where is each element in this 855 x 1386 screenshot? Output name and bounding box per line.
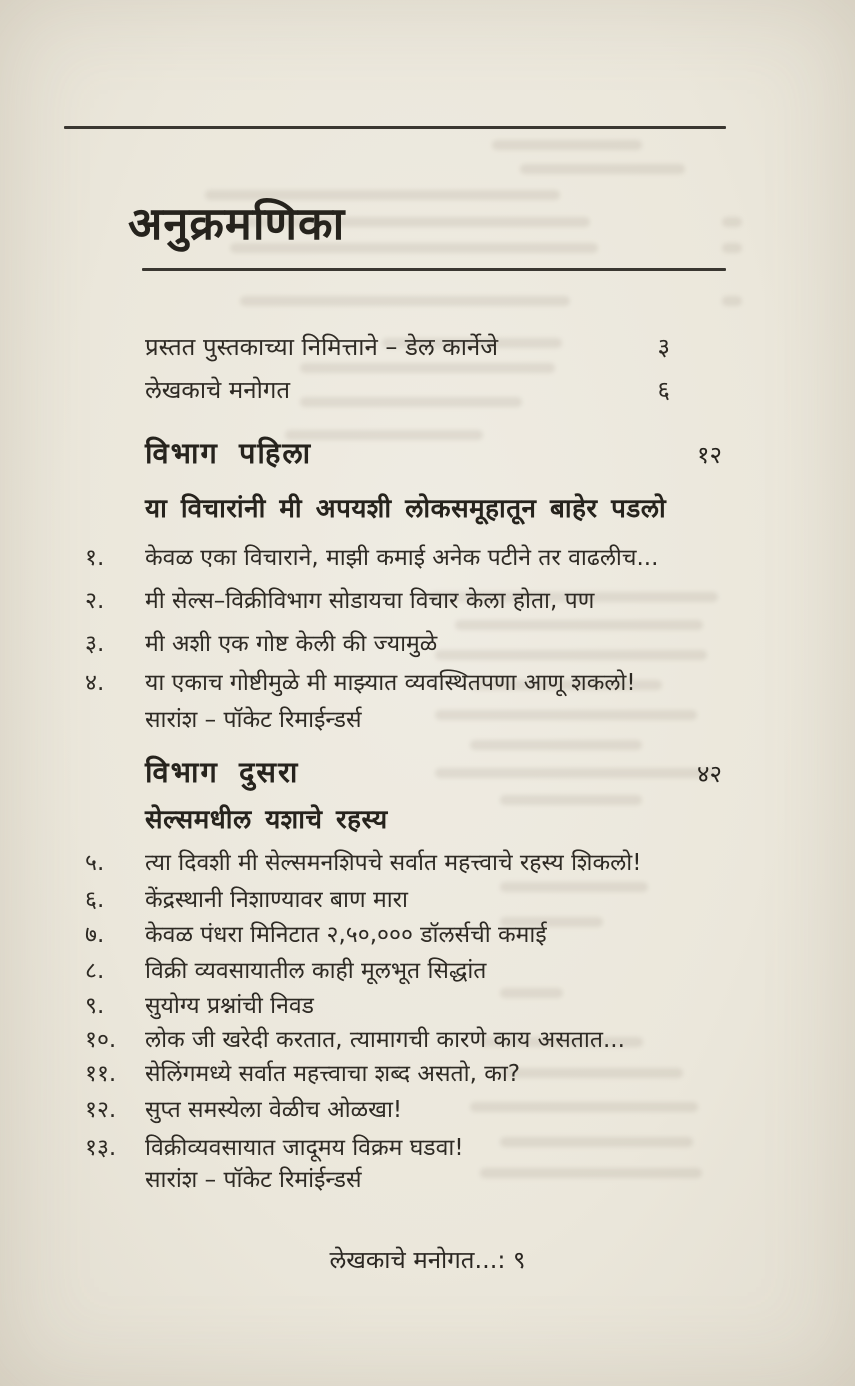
toc-item-title: केंद्रस्थानी निशाण्यावर बाण मारा [145, 887, 409, 913]
section-1-heading [145, 433, 722, 472]
toc-item-number: ९. [85, 993, 105, 1019]
toc-item [85, 882, 765, 914]
toc-item [85, 540, 765, 572]
toc-item-number: ११. [85, 1061, 117, 1087]
toc-item-number: १. [85, 545, 105, 571]
page-title: अनुक्रमणिका [128, 197, 346, 250]
toc-item-title: लोक जी खरेदी करतात, त्यामागची कारणे काय असतात... [145, 1027, 625, 1053]
toc-item-title: या एकाच गोष्टीमुळे मी माझ्यात व्यवस्थितपणा आणू शकलो! [145, 670, 636, 696]
toc-item-number: ५. [85, 850, 105, 876]
toc-item [85, 665, 765, 697]
toc-item-number: ८. [85, 958, 105, 984]
section-2-heading [145, 752, 722, 791]
toc-item-title: विक्रीव्यवसायात जादूमय विक्रम घडवा! [145, 1135, 464, 1161]
toc-item [85, 845, 765, 877]
toc-item-number: ६. [85, 887, 105, 913]
toc-item [85, 1056, 765, 1088]
title-rule [142, 268, 726, 271]
toc-entry-authors-note [145, 373, 670, 406]
section-pagenum: १२ [697, 441, 722, 469]
showthrough-ghost [722, 296, 742, 306]
toc-item-title: सुप्त समस्येला वेळीच ओळखा! [145, 1097, 403, 1123]
toc-item-number: २. [85, 588, 105, 614]
toc-item [85, 988, 765, 1020]
section-heading-label: विभाग पहिला [145, 436, 313, 470]
page-footer: लेखकाचे मनोगत...: ९ [329, 1246, 526, 1274]
toc-item-title: केवळ एका विचाराने, माझी कमाई अनेक पटीने तर वाढलीच... [145, 545, 659, 571]
toc-item-number: ७. [85, 922, 105, 948]
toc-item [85, 583, 765, 615]
toc-item-title: विक्री व्यवसायातील काही मूलभूत सिद्धांत [145, 958, 487, 984]
toc-item-number: ३. [85, 631, 105, 657]
toc-item [85, 1130, 765, 1162]
section-1-subtitle: या विचारांनी मी अपयशी लोकसमूहातून बाहेर पडलो [145, 494, 667, 524]
toc-entry-label: लेखकाचे मनोगत [145, 376, 291, 404]
toc-entry-pagenum: ३ [657, 333, 670, 361]
toc-item-title: मी अशी एक गोष्ट केली की ज्यामुळे [145, 631, 438, 657]
toc-item-title: सुयोग्य प्रश्नांची निवड [145, 993, 314, 1019]
toc-item-number: १०. [85, 1027, 117, 1053]
toc-item-title: मी सेल्स–विक्रीविभाग सोडायचा विचार केला होता, पण [145, 588, 595, 614]
section-heading-label: विभाग दुसरा [145, 755, 300, 789]
section-1-summary: सारांश – पॉकेट रिमाईन्डर्स [145, 707, 362, 733]
toc-item-title: केवळ पंधरा मिनिटात २,५०,००० डॉलर्सची कमाई [145, 922, 547, 948]
showthrough-ghost [722, 243, 742, 253]
showthrough-ghost [492, 140, 642, 150]
toc-item [85, 1022, 765, 1054]
toc-entry-label: प्रस्तत पुस्तकाच्या निमित्ताने – डेल कार्नेजे [145, 333, 499, 361]
toc-item-title: त्या दिवशी मी सेल्समनशिपचे सर्वात महत्त्वाचे रहस्य शिकलो! [145, 850, 642, 876]
toc-item-title: सेलिंगमध्ये सर्वात महत्त्वाचा शब्द असतो, का? [145, 1061, 521, 1087]
toc-entry-pagenum: ६ [657, 376, 670, 404]
toc-item-number: १३. [85, 1135, 117, 1161]
toc-item [85, 953, 765, 985]
showthrough-ghost [300, 363, 555, 373]
top-rule [64, 126, 726, 129]
toc-item-number: १२. [85, 1097, 117, 1123]
section-2-subtitle: सेल्समधील यशाचे रहस्य [145, 805, 388, 835]
showthrough-ghost [240, 296, 570, 306]
showthrough-ghost [520, 164, 685, 174]
toc-item-number: ४. [85, 670, 105, 696]
section-2-summary: सारांश – पॉकेट रिमांईन्डर्स [145, 1167, 362, 1193]
toc-item [85, 626, 765, 658]
toc-item [85, 1092, 765, 1124]
toc-item [85, 917, 765, 949]
showthrough-ghost [470, 740, 642, 750]
toc-entry-preface [145, 330, 670, 363]
section-pagenum: ४२ [697, 760, 722, 788]
showthrough-ghost [722, 217, 742, 227]
